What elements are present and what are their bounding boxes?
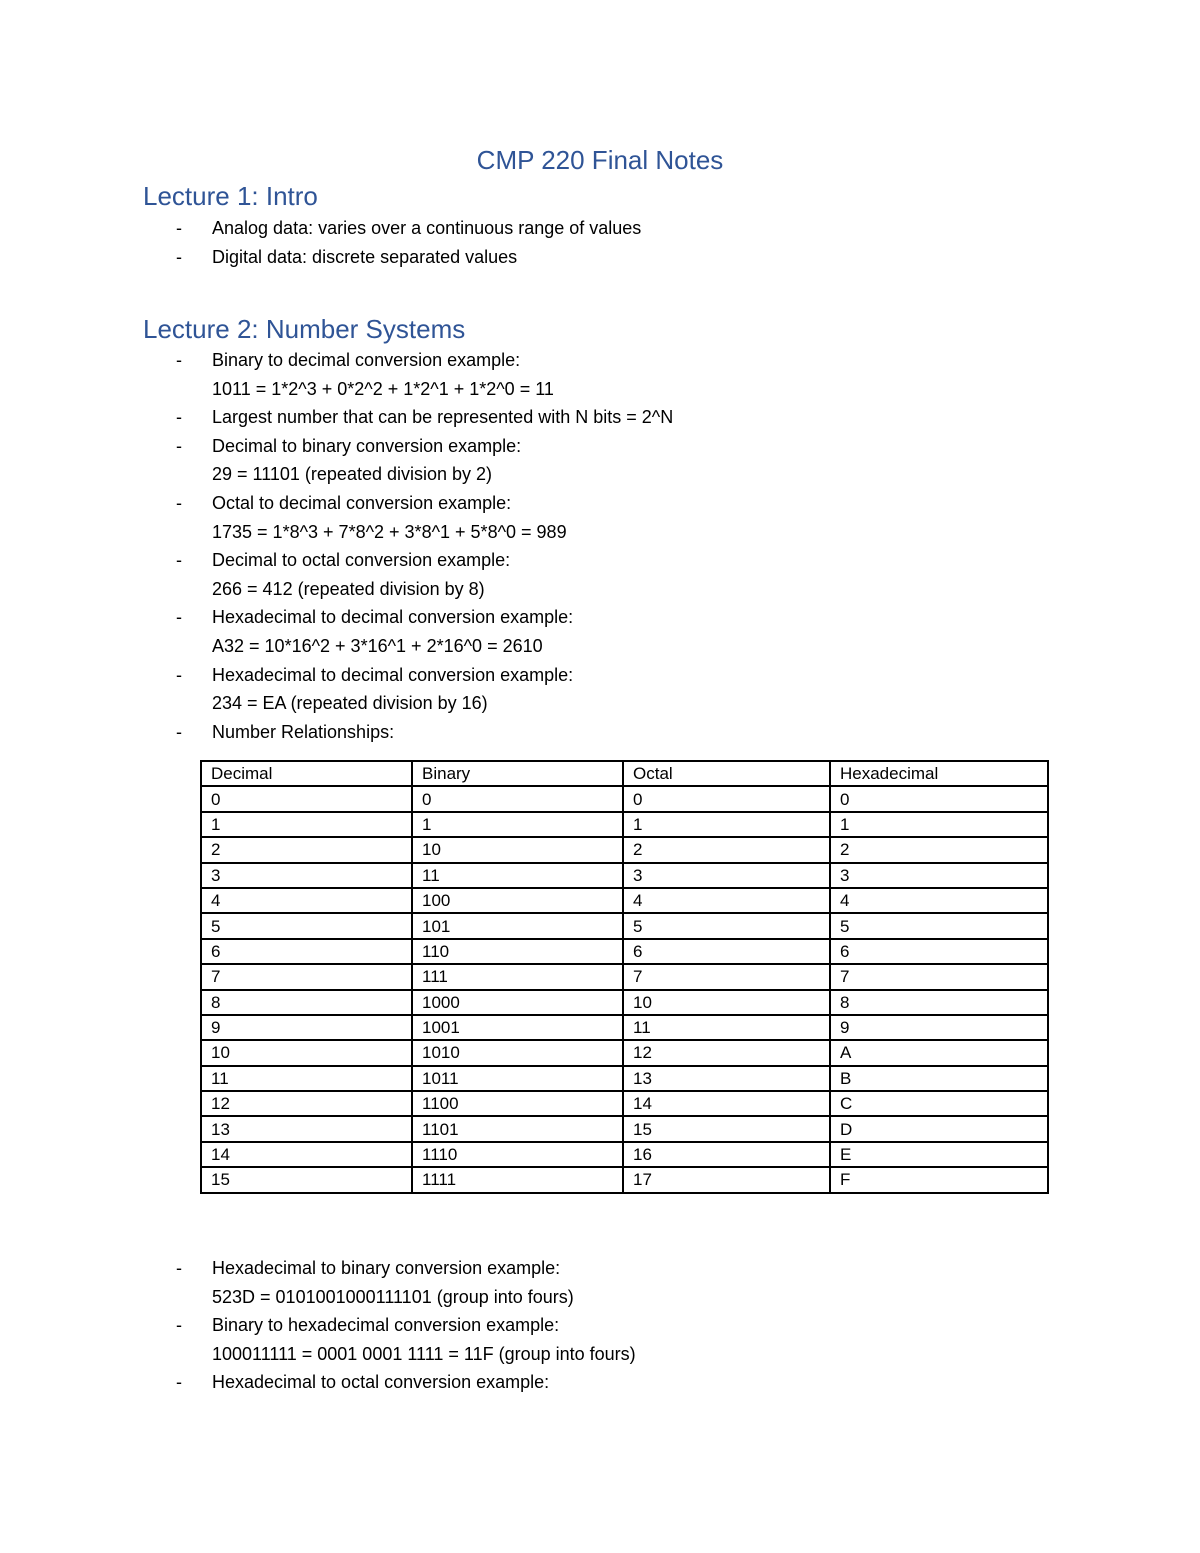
table-cell: 5 — [830, 913, 1048, 938]
bullet-dash: - — [176, 218, 182, 238]
bullet-text: Decimal to binary conversion example: — [212, 435, 522, 456]
table-cell: 2 — [201, 837, 412, 862]
column-header-octal: Octal — [623, 761, 830, 786]
document-title: CMP 220 Final Notes — [476, 145, 724, 175]
bullet-example: 523D = 0101001000111101 (group into fours) — [212, 1286, 574, 1307]
lecture-1-heading: Lecture 1: Intro — [143, 181, 318, 211]
table-header-row — [201, 761, 1048, 786]
bullet-example: 100011111 = 0001 0001 1111 = 11F (group into fours) — [212, 1343, 636, 1364]
list-item — [0, 489, 673, 546]
list-item — [0, 546, 673, 603]
table-cell: 13 — [201, 1116, 412, 1141]
list-item — [0, 603, 673, 660]
table-cell: 8 — [830, 990, 1048, 1015]
table-cell: D — [830, 1116, 1048, 1141]
number-relationships-table — [200, 760, 1049, 1194]
bullet-dash: - — [176, 607, 182, 628]
table-cell: F — [830, 1167, 1048, 1192]
bullet-dash: - — [176, 492, 182, 513]
table-cell: 4 — [830, 888, 1048, 913]
lecture-2-bullet-list — [0, 346, 673, 746]
table-cell: 5 — [201, 913, 412, 938]
table-cell: 1111 — [412, 1167, 623, 1192]
table-cell: 10 — [201, 1040, 412, 1065]
bullet-text: Decimal to octal conversion example: — [212, 550, 511, 571]
table-cell: 1 — [830, 812, 1048, 837]
table-cell: 1001 — [412, 1015, 623, 1040]
table-cell: 1 — [623, 812, 830, 837]
table-row — [201, 812, 1048, 837]
bullet-text: Binary to decimal conversion example: — [212, 350, 521, 370]
table-row — [201, 1040, 1048, 1065]
table-cell: 0 — [201, 786, 412, 811]
bullet-dash: - — [176, 407, 182, 428]
bullet-text: Binary to hexadecimal conversion example: — [212, 1315, 560, 1336]
table-cell: 1101 — [412, 1116, 623, 1141]
table-row — [201, 1015, 1048, 1040]
table-row — [201, 939, 1048, 964]
table-row — [201, 990, 1048, 1015]
table-cell: 11 — [623, 1015, 830, 1040]
bullet-example: 1735 = 1*8^3 + 7*8^2 + 3*8^1 + 5*8^0 = 989 — [212, 521, 567, 542]
bullet-dash: - — [176, 435, 182, 456]
table-cell: E — [830, 1142, 1048, 1167]
table-cell: 13 — [623, 1066, 830, 1091]
column-header-binary: Binary — [412, 761, 623, 786]
list-item — [0, 432, 673, 489]
table-cell: 5 — [623, 913, 830, 938]
list-item — [0, 1254, 636, 1311]
table-cell: 0 — [623, 786, 830, 811]
table-cell: A — [830, 1040, 1048, 1065]
table-cell: 10 — [412, 837, 623, 862]
table-row — [201, 1066, 1048, 1091]
table-cell: 12 — [623, 1040, 830, 1065]
table-cell: C — [830, 1091, 1048, 1116]
bullet-example: 29 = 11101 (repeated division by 2) — [212, 464, 493, 485]
table-row — [201, 1167, 1048, 1192]
table-cell: B — [830, 1066, 1048, 1091]
table-cell: 1011 — [412, 1066, 623, 1091]
bullet-dash: - — [176, 721, 182, 742]
column-header-decimal: Decimal — [201, 761, 412, 786]
table-cell: 1 — [412, 812, 623, 837]
table-cell: 6 — [830, 939, 1048, 964]
bullet-dash: - — [176, 350, 182, 370]
bullet-example: 234 = EA (repeated division by 16) — [212, 693, 488, 714]
table-cell: 14 — [623, 1091, 830, 1116]
table-cell: 110 — [412, 939, 623, 964]
list-item — [0, 346, 673, 403]
table-cell: 0 — [830, 786, 1048, 811]
table-cell: 11 — [201, 1066, 412, 1091]
bullet-text: Number Relationships: — [212, 721, 395, 742]
list-item — [0, 214, 641, 243]
list-item — [0, 1368, 636, 1397]
list-item — [0, 403, 673, 432]
bullet-dash: - — [176, 1315, 182, 1336]
table-cell: 100 — [412, 888, 623, 913]
table-row — [201, 837, 1048, 862]
lecture-1-bullet-list — [0, 214, 641, 271]
table-cell: 8 — [201, 990, 412, 1015]
table-cell: 1110 — [412, 1142, 623, 1167]
table-cell: 111 — [412, 964, 623, 989]
table-row — [201, 913, 1048, 938]
bullet-dash: - — [176, 664, 182, 685]
list-item — [0, 661, 673, 718]
table-cell: 16 — [623, 1142, 830, 1167]
table-cell: 9 — [201, 1015, 412, 1040]
table-cell: 7 — [201, 964, 412, 989]
bullet-dash: - — [176, 1372, 182, 1393]
table-cell: 1010 — [412, 1040, 623, 1065]
bullet-text: Hexadecimal to decimal conversion example: — [212, 664, 574, 685]
table-cell: 15 — [623, 1116, 830, 1141]
lecture-2-bullet-list-continued — [0, 1254, 636, 1397]
table-cell: 7 — [623, 964, 830, 989]
table-cell: 7 — [830, 964, 1048, 989]
table-cell: 3 — [623, 863, 830, 888]
table-cell: 2 — [623, 837, 830, 862]
table-cell: 14 — [201, 1142, 412, 1167]
bullet-example: A32 = 10*16^2 + 3*16^1 + 2*16^0 = 2610 — [212, 635, 543, 656]
table-row — [201, 1116, 1048, 1141]
lecture-2-heading: Lecture 2: Number Systems — [143, 314, 466, 344]
bullet-text: Digital data: discrete separated values — [212, 246, 518, 267]
table-cell: 0 — [412, 786, 623, 811]
table-row — [201, 1091, 1048, 1116]
table-cell: 17 — [623, 1167, 830, 1192]
bullet-example: 1011 = 1*2^3 + 0*2^2 + 1*2^1 + 1*2^0 = 11 — [212, 378, 554, 399]
bullet-text: Hexadecimal to binary conversion example: — [212, 1258, 561, 1278]
table-cell: 2 — [830, 837, 1048, 862]
bullet-example: 266 = 412 (repeated division by 8) — [212, 578, 485, 599]
table-cell: 9 — [830, 1015, 1048, 1040]
table-cell: 6 — [623, 939, 830, 964]
table-cell: 3 — [830, 863, 1048, 888]
table-cell: 1100 — [412, 1091, 623, 1116]
table-cell: 15 — [201, 1167, 412, 1192]
bullet-text: Analog data: varies over a continuous range of values — [212, 218, 642, 238]
list-item — [0, 243, 641, 272]
table-row — [201, 964, 1048, 989]
bullet-text: Octal to decimal conversion example: — [212, 492, 512, 513]
list-item — [0, 718, 673, 747]
table-cell: 3 — [201, 863, 412, 888]
bullet-dash: - — [176, 246, 182, 267]
table-row — [201, 786, 1048, 811]
table-cell: 10 — [623, 990, 830, 1015]
table-row — [201, 888, 1048, 913]
table-cell: 11 — [412, 863, 623, 888]
bullet-dash: - — [176, 550, 182, 571]
table-row — [201, 863, 1048, 888]
list-item — [0, 1311, 636, 1368]
table-cell: 4 — [201, 888, 412, 913]
table-cell: 12 — [201, 1091, 412, 1116]
column-header-hexadecimal: Hexadecimal — [830, 761, 1048, 786]
table-cell: 4 — [623, 888, 830, 913]
bullet-text: Hexadecimal to octal conversion example: — [212, 1372, 550, 1393]
table-row — [201, 1142, 1048, 1167]
table-cell: 1000 — [412, 990, 623, 1015]
bullet-text: Largest number that can be represented with N bits = 2^N — [212, 407, 674, 428]
bullet-dash: - — [176, 1258, 182, 1278]
table-cell: 1 — [201, 812, 412, 837]
table-cell: 6 — [201, 939, 412, 964]
bullet-text: Hexadecimal to decimal conversion example: — [212, 607, 574, 628]
table-cell: 101 — [412, 913, 623, 938]
